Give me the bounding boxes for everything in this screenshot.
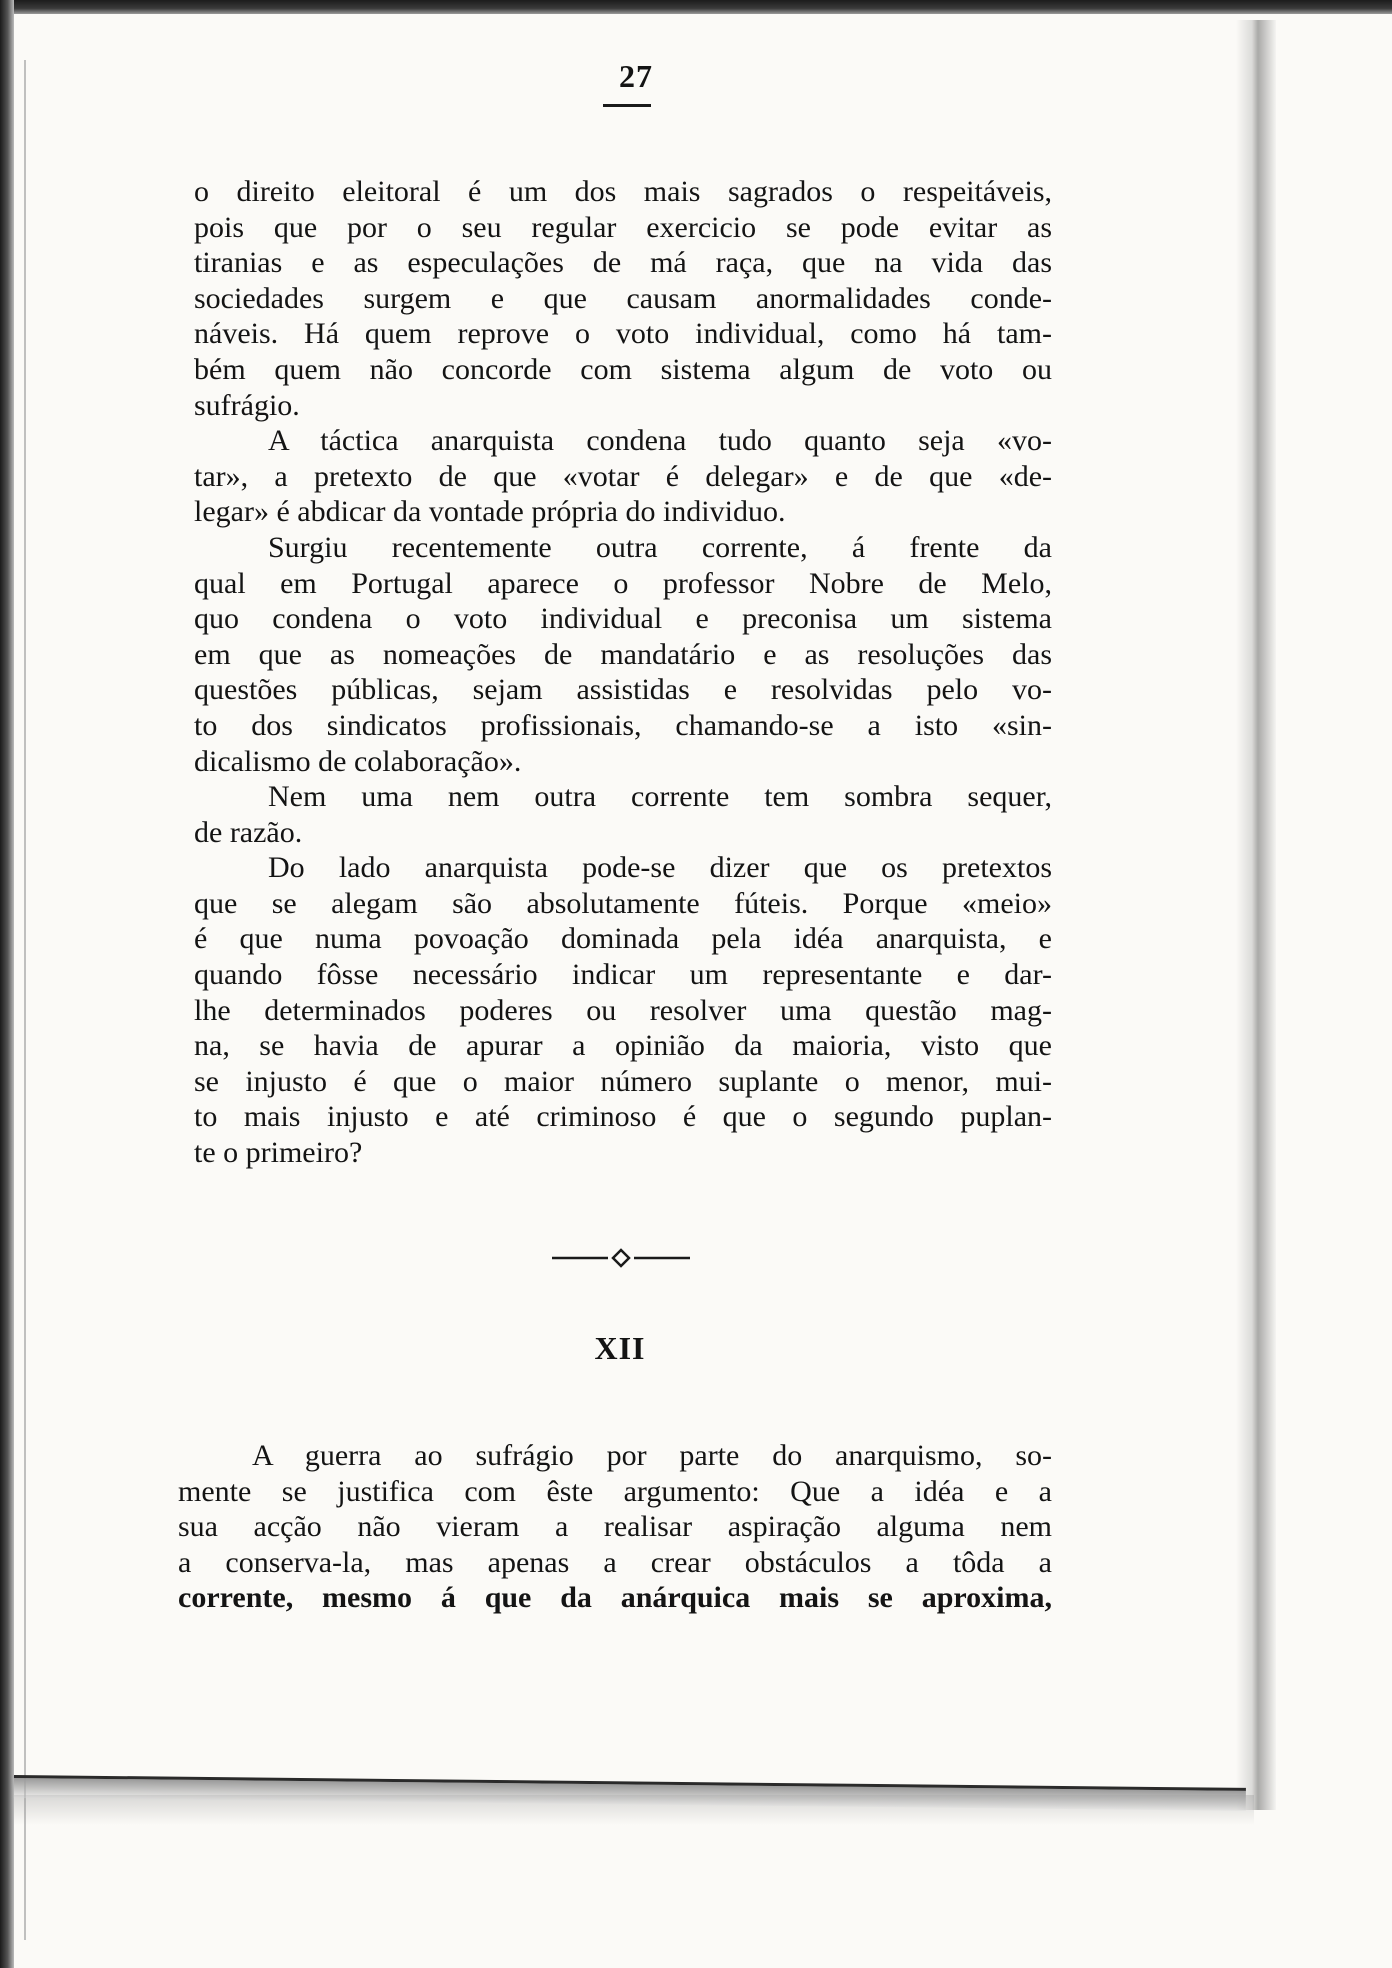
page-number: 27 <box>619 58 653 94</box>
text-line: Nem uma nem outra corrente tem sombra sequer, <box>268 780 1052 814</box>
text-line: pois que por o seu regular exercicio se pode evitar as <box>194 210 1052 244</box>
text-line: tiranias e as especulações de má raça, que na vida das <box>194 246 1052 280</box>
text-line: sufrágio. <box>194 388 300 422</box>
text-line: questões públicas, sejam assistidas e resolvidas pelo vo- <box>194 673 1052 707</box>
text-line: dicalismo de colaboração». <box>194 744 522 778</box>
text-line: na, se havia de apurar a opinião da maioria, visto que <box>194 1029 1052 1063</box>
text-line: quando fôsse necessário indicar um representante e dar- <box>194 958 1052 992</box>
text-line: Surgiu recentemente outra corrente, á frente da <box>268 530 1052 564</box>
text-line: A guerra ao sufrágio por parte do anarquismo, so- <box>252 1439 1052 1472</box>
text-line: o direito eleitoral é um dos mais sagrados o respeitáveis, <box>194 175 1052 208</box>
chapter-text <box>178 1438 1052 1616</box>
text-line: a conserva-la, mas apenas a crear obstáculos a tôda a <box>178 1545 1052 1579</box>
page-number-underline <box>603 104 651 107</box>
scan-left-edge <box>0 0 14 1968</box>
text-line: sua acção não vieram a realisar aspiração alguma nem <box>178 1510 1052 1544</box>
section-divider-ornament <box>548 1248 694 1268</box>
text-line: corrente, mesmo á que da anárquica mais se aproxima, <box>178 1581 1052 1615</box>
text-line: em que as nomeações de mandatário e as resoluções das <box>194 637 1052 671</box>
body-text <box>194 174 1052 1171</box>
text-line: legar» é abdicar da vontade própria do individuo. <box>194 495 786 529</box>
text-line: quo condena o voto individual e preconisa um sistema <box>194 602 1052 636</box>
text-line: A táctica anarquista condena tudo quanto seja «vo- <box>268 424 1052 458</box>
text-line: to mais injusto e até criminoso é que o segundo puplan- <box>194 1100 1052 1134</box>
text-line: lhe determinados poderes ou resolver uma questão mag- <box>194 993 1052 1027</box>
text-line: sociedades surgem e que causam anormalidades conde- <box>194 281 1052 315</box>
chapter-heading: XII <box>594 1330 646 1366</box>
text-line: mente se justifica com êste argumento: Que a idéa e a <box>178 1474 1052 1508</box>
page-right-edge-shadow <box>1236 20 1276 1810</box>
text-line: tar», a pretexto de que «votar é delegar» e de que «de- <box>194 459 1052 493</box>
text-line: se injusto é que o maior número suplante o menor, mui- <box>194 1064 1052 1098</box>
text-line: Do lado anarquista pode-se dizer que os pretextos <box>268 851 1052 885</box>
text-line: qual em Portugal aparece o professor Nobre de Melo, <box>194 566 1052 600</box>
text-line: que se alegam são absolutamente fúteis. Porque «meio» <box>194 886 1052 920</box>
text-line: bém quem não concorde com sistema algum de voto ou <box>194 352 1052 386</box>
text-line: de razão. <box>194 815 303 849</box>
text-line: te o primeiro? <box>194 1136 363 1170</box>
text-line: náveis. Há quem reprove o voto individual, como há tam- <box>194 317 1052 351</box>
text-line: é que numa povoação dominada pela idéa anarquista, e <box>194 922 1052 956</box>
scan-top-edge <box>0 0 1392 14</box>
scan-left-margin-line <box>24 60 26 1940</box>
text-line: to dos sindicatos profissionais, chamando-se a isto «sin- <box>194 708 1052 742</box>
